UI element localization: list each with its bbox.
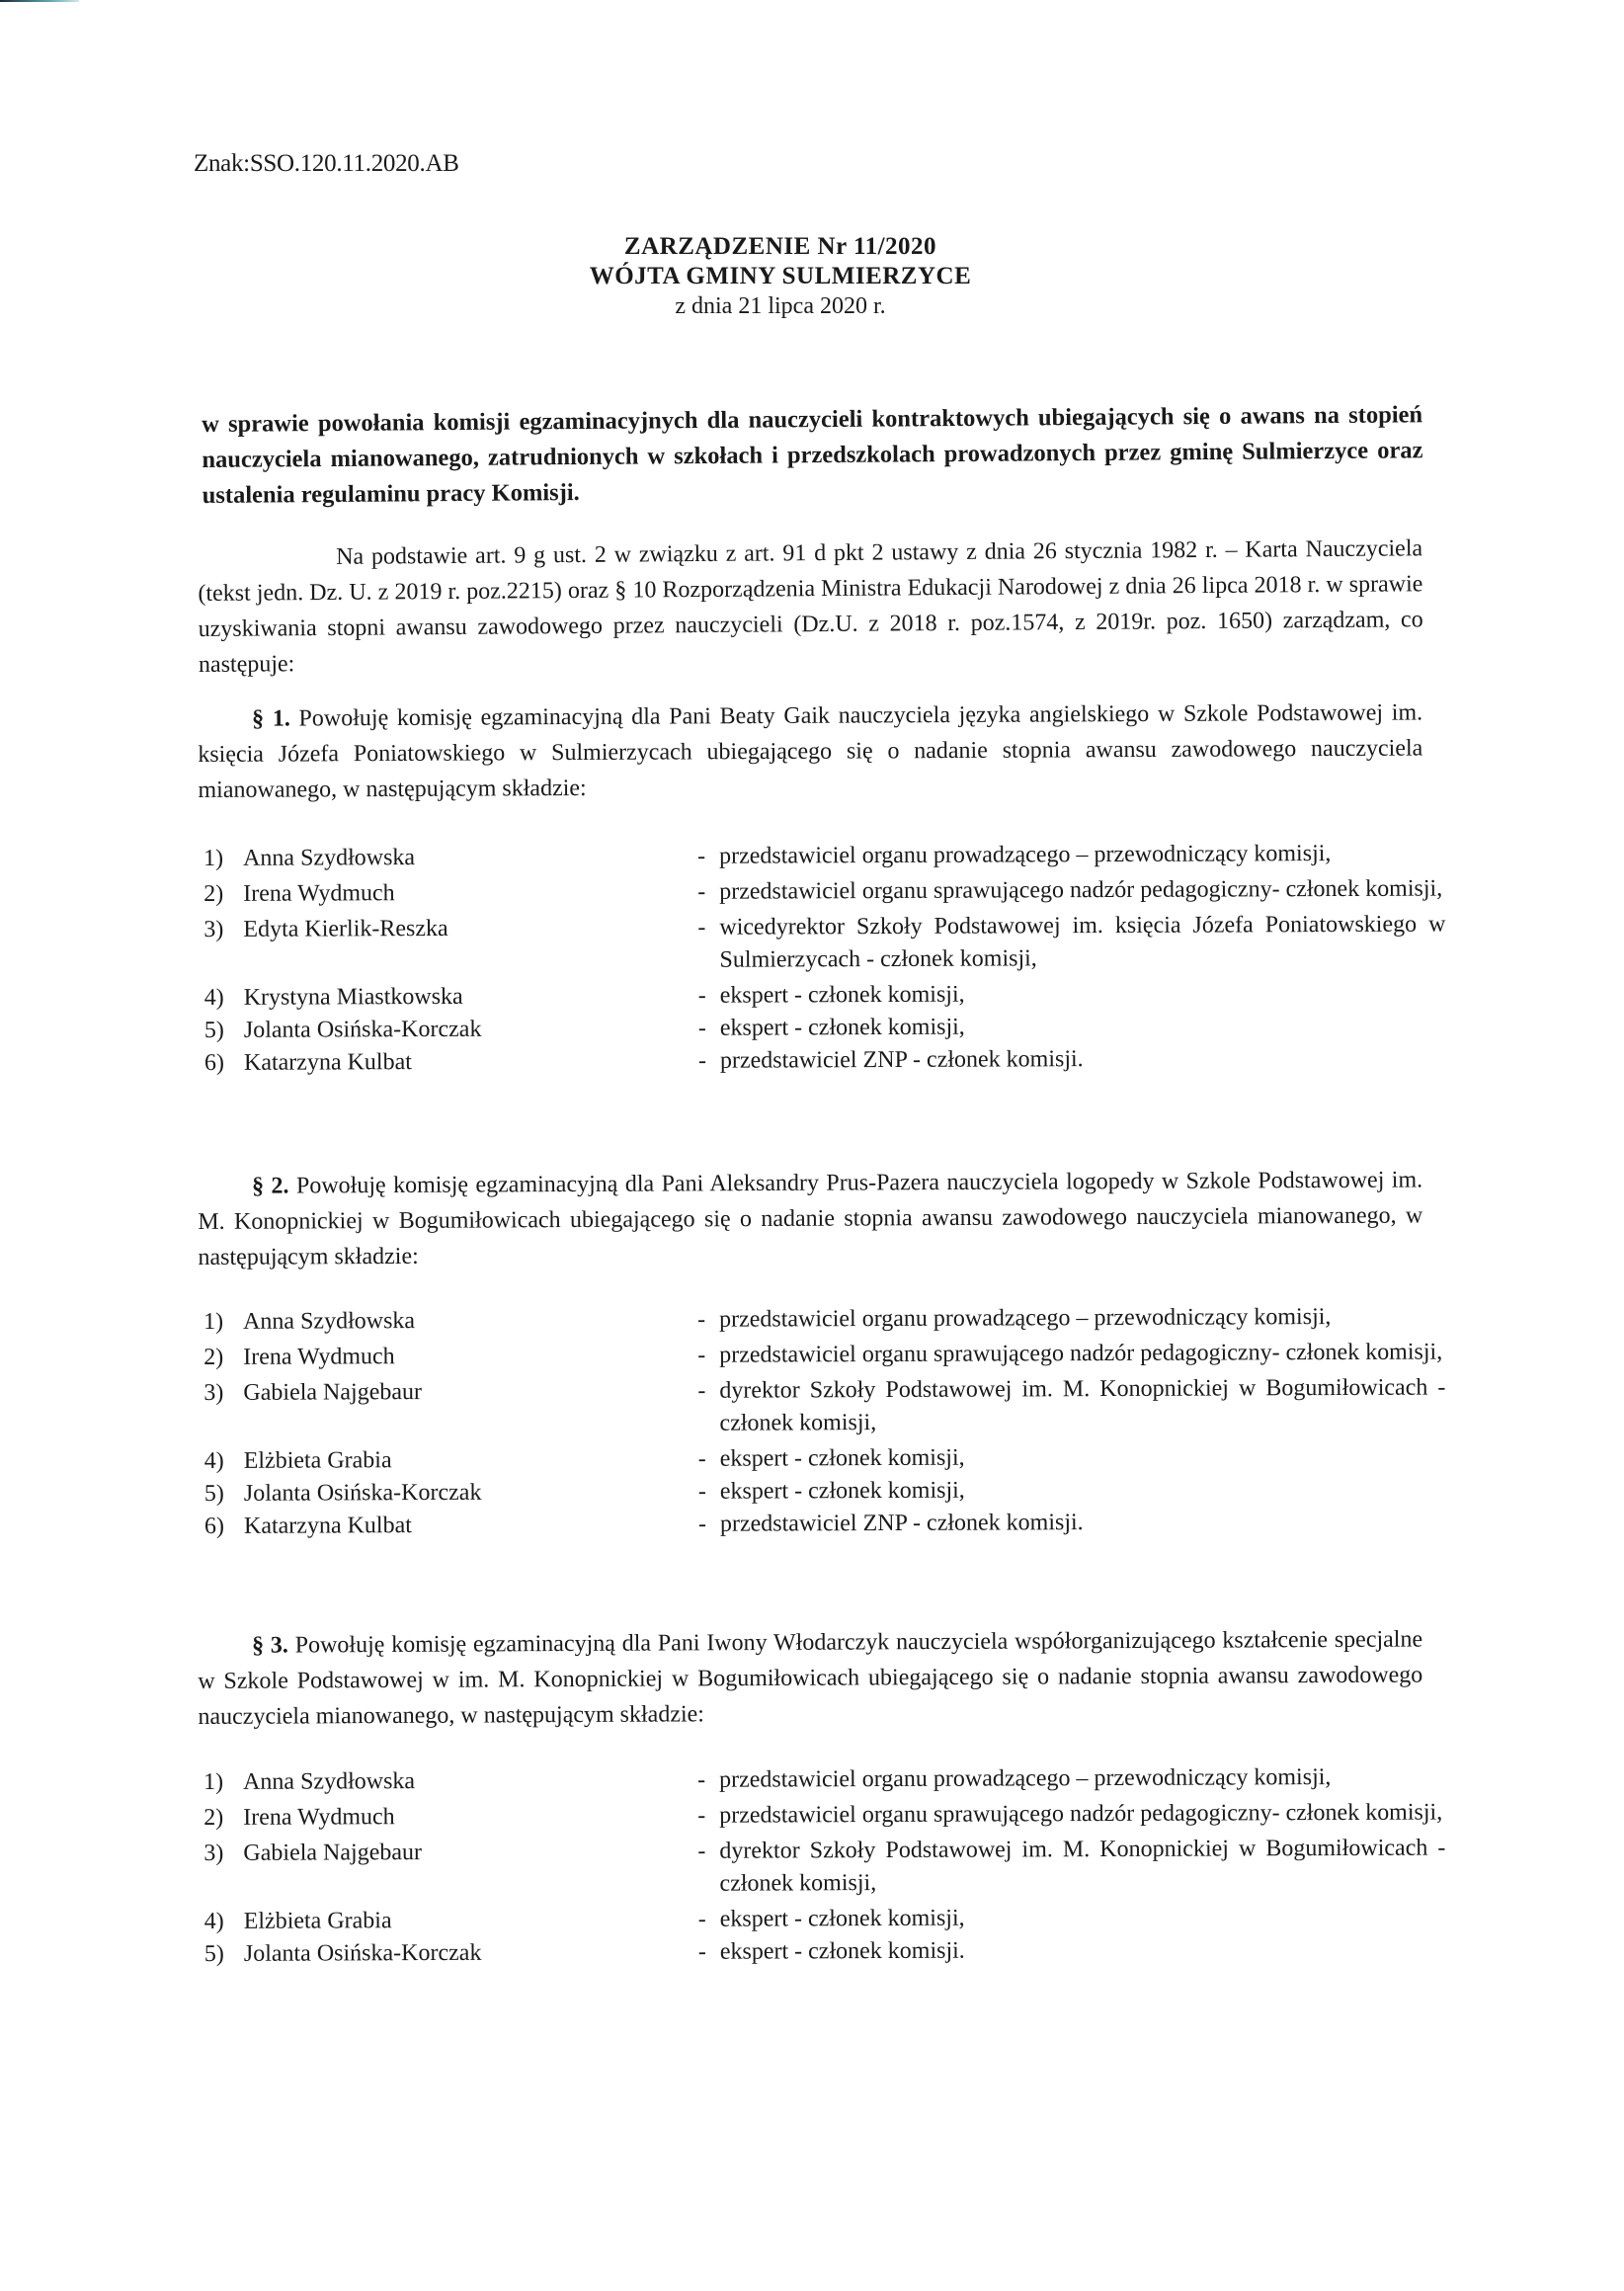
section-1-text: Powołuję komisję egzaminacyjną dla Pani Beaty Gaik nauczyciela języka angielskiego w Szkole Podstawowej im. księcia Józefa Poniatowskiego w Sulmierzycach ubiegającego się o nadanie stopnia awansu zawodowego nauczyciela mianowanego, w następującym składzie: — [198, 699, 1423, 803]
member-number: 5) — [203, 1017, 224, 1043]
member-number: 1) — [203, 845, 224, 871]
member-name: Edyta Kierlik-Reszka — [243, 915, 448, 942]
member-row — [203, 838, 1428, 875]
member-number: 3) — [203, 1379, 224, 1406]
role-dash: - — [697, 914, 706, 941]
role-dash: - — [697, 1377, 706, 1404]
member-name: Gabiela Najgebaur — [243, 1379, 423, 1406]
member-role-text: ekspert - członek komisji, — [719, 1014, 965, 1041]
role-dash: - — [697, 843, 706, 869]
section-1-mark: § 1. — [252, 705, 290, 732]
member-name: Anna Szydłowska — [243, 1308, 416, 1335]
section-2-paragraph — [198, 1163, 1423, 1275]
member-row — [203, 873, 1443, 911]
role-dash: - — [697, 878, 706, 905]
member-role-text: przedstawiciel organu prowadzącego – przewodniczący komisji, — [719, 1764, 1332, 1793]
member-number: 5) — [203, 1480, 224, 1507]
member-name: Anna Szydłowska — [243, 845, 416, 871]
member-role-text: ekspert - członek komisji, — [719, 981, 965, 1009]
member-name: Elżbieta Grabia — [243, 1908, 392, 1934]
member-name: Krystyna Miastkowska — [243, 983, 463, 1011]
member-role — [698, 1440, 1446, 1476]
document-subject: w sprawie powołania komisji egzaminacyjnych dla nauczycieli kontraktowych ubiegających się o awans na stopień nauczyciela mianowanego, zatrudnionych w szkołach i przedszkolach prowadzonych przez gminę Sulmierzyce oraz ustalenia regulaminu pracy Komisji. — [202, 401, 1423, 509]
member-row — [204, 1473, 1429, 1511]
role-dash: - — [697, 1802, 706, 1829]
member-row — [203, 1372, 1446, 1442]
member-role-text: dyrektor Szkoły Podstawowej im. M. Konopnickiej w Bogumiłowicach - członek komisji, — [719, 1374, 1446, 1436]
member-role-text: przedstawiciel organu sprawującego nadzór pedagogiczny- członek komisji, — [719, 1799, 1443, 1829]
member-name: Elżbieta Grabia — [243, 1447, 392, 1474]
member-name: Gabiela Najgebaur — [243, 1840, 423, 1866]
document-date: z dnia 21 lipca 2020 r. — [675, 293, 886, 319]
member-number: 2) — [203, 880, 224, 907]
member-role — [698, 1506, 1446, 1541]
member-row — [203, 1797, 1443, 1835]
section-3-member-list — [203, 1761, 1446, 1971]
member-row — [203, 1337, 1443, 1374]
role-dash: - — [697, 1015, 706, 1041]
member-role — [697, 1337, 1445, 1372]
member-role-text: przedstawiciel ZNP - członek komisji. — [719, 1046, 1084, 1074]
role-dash: - — [697, 1478, 706, 1505]
role-dash: - — [697, 1766, 706, 1793]
section-3-text: Powołuję komisję egzaminacyjną dla Pani Iwony Włodarczyk nauczyciela współorganizującego kształcenie specjalne w Szkole Podstawowej w im. M. Konopnickiej w Bogumiłowicach ubiegającego się o nadanie stopnia awansu zawodowego nauczyciela mianowanego, w następującym składzie: — [198, 1626, 1423, 1730]
member-role — [697, 1372, 1445, 1440]
member-name: Katarzyna Kulbat — [243, 1513, 412, 1539]
role-dash: - — [697, 982, 706, 1009]
member-name: Jolanta Osińska-Korczak — [243, 1479, 482, 1507]
section-1-paragraph — [198, 695, 1423, 808]
role-dash: - — [697, 1342, 706, 1368]
member-role-text: ekspert - członek komisji, — [719, 1444, 965, 1472]
member-role — [698, 1042, 1446, 1078]
section-2-member-list — [203, 1301, 1446, 1543]
member-role — [698, 1010, 1446, 1045]
member-role-text: przedstawiciel organu prowadzącego – przewodniczący komisji, — [719, 841, 1332, 869]
member-row — [203, 1833, 1446, 1903]
member-role-text: wicedyrektor Szkoły Podstawowej im. księcia Józefa Poniatowskiego w Sulmierzycach - członek komisji, — [719, 911, 1446, 973]
section-2-text: Powołuję komisję egzaminacyjną dla Pani Aleksandry Prus-Pazera nauczyciela logopedy w Szkole Podstawowej im. M. Konopnickiej w Bogumiłowicach ubiegającego się o nadanie stopnia awansu zawodowego nauczyciela mianowanego, w następującym składzie: — [198, 1167, 1423, 1270]
member-number: 3) — [203, 916, 224, 942]
member-name: Katarzyna Kulbat — [243, 1049, 412, 1076]
member-name: Irena Wydmuch — [243, 880, 395, 907]
role-dash: - — [697, 1938, 706, 1965]
member-name: Irena Wydmuch — [243, 1344, 395, 1370]
member-role — [697, 838, 1445, 873]
member-row — [203, 909, 1446, 979]
member-role-text: ekspert - członek komisji, — [719, 1905, 965, 1932]
member-row — [204, 1010, 1429, 1047]
member-role-text: ekspert - członek komisji, — [719, 1477, 965, 1505]
document-title-block — [533, 232, 1027, 321]
member-name: Jolanta Osińska-Korczak — [243, 1016, 482, 1043]
member-number: 4) — [203, 1908, 224, 1934]
member-number: 3) — [203, 1840, 224, 1866]
member-role — [697, 873, 1445, 909]
document-issuer: WÓJTA GMINY SULMIERZYCE — [589, 263, 972, 289]
member-number: 6) — [203, 1513, 225, 1539]
member-role-text: przedstawiciel organu sprawującego nadzór pedagogiczny- członek komisji, — [719, 1339, 1443, 1368]
member-name: Jolanta Osińska-Korczak — [243, 1939, 482, 1967]
role-dash: - — [697, 1511, 707, 1537]
member-name: Irena Wydmuch — [243, 1804, 395, 1831]
member-role — [698, 977, 1446, 1013]
member-role — [697, 1833, 1445, 1901]
member-number: 4) — [203, 984, 224, 1011]
member-row — [203, 1761, 1428, 1799]
member-row — [204, 1506, 1429, 1543]
member-row — [204, 1042, 1429, 1080]
member-number: 1) — [203, 1308, 224, 1335]
member-name: Anna Szydłowska — [243, 1768, 416, 1795]
member-role — [698, 1473, 1446, 1509]
member-row — [204, 1901, 1429, 1938]
member-row — [204, 1933, 1429, 1971]
member-role — [698, 1933, 1446, 1969]
role-dash: - — [697, 1445, 706, 1472]
section-2-mark: § 2. — [252, 1173, 289, 1199]
member-role — [698, 1901, 1446, 1936]
member-role-text: przedstawiciel organu sprawującego nadzór pedagogiczny- członek komisji, — [719, 875, 1443, 905]
section-1-member-list — [203, 838, 1446, 1080]
member-number: 5) — [203, 1940, 224, 1967]
member-role — [697, 909, 1445, 977]
member-number: 6) — [203, 1049, 225, 1076]
section-3-mark: § 3. — [252, 1632, 288, 1659]
member-row — [204, 977, 1429, 1015]
member-role — [697, 1301, 1445, 1337]
member-number: 2) — [203, 1344, 224, 1370]
section-3-paragraph — [198, 1622, 1423, 1735]
member-role-text: przedstawiciel ZNP - członek komisji. — [719, 1510, 1084, 1537]
member-number: 2) — [203, 1804, 224, 1831]
member-row — [204, 1440, 1429, 1478]
role-dash: - — [697, 1047, 707, 1074]
legal-basis: Na podstawie art. 9 g ust. 2 w związku z art. 91 d pkt 2 ustawy z dnia 26 stycznia 1982 r. – Karta Nauczyciela (tekst jedn. Dz. U. z 2019 r. poz.2215) oraz § 10 Rozporządzenia Ministra Edukacji Narodowej z dnia 26 lipca 2018 r. w sprawie uzyskiwania stopni awansu zawodowego przez nauczycieli (Dz.U. z 2018 r. poz.1574, z 2019r. poz. 1650) zarządzam, co następuje: — [198, 535, 1423, 678]
member-role — [697, 1797, 1445, 1833]
role-dash: - — [697, 1906, 706, 1932]
member-row — [203, 1301, 1428, 1339]
role-dash: - — [697, 1838, 706, 1864]
member-role-text: dyrektor Szkoły Podstawowej im. M. Konopnickiej w Bogumiłowicach - członek komisji, — [719, 1835, 1446, 1897]
document-reference: Znak:SSO.120.11.2020.AB — [194, 150, 459, 177]
member-number: 1) — [203, 1768, 224, 1795]
member-role-text: przedstawiciel organu prowadzącego – przewodniczący komisji, — [719, 1304, 1332, 1333]
role-dash: - — [697, 1306, 706, 1333]
document-title: ZARZĄDZENIE Nr 11/2020 — [623, 233, 937, 260]
member-number: 4) — [203, 1447, 224, 1474]
member-role-text: ekspert - członek komisji. — [719, 1937, 965, 1965]
member-role — [697, 1761, 1445, 1797]
